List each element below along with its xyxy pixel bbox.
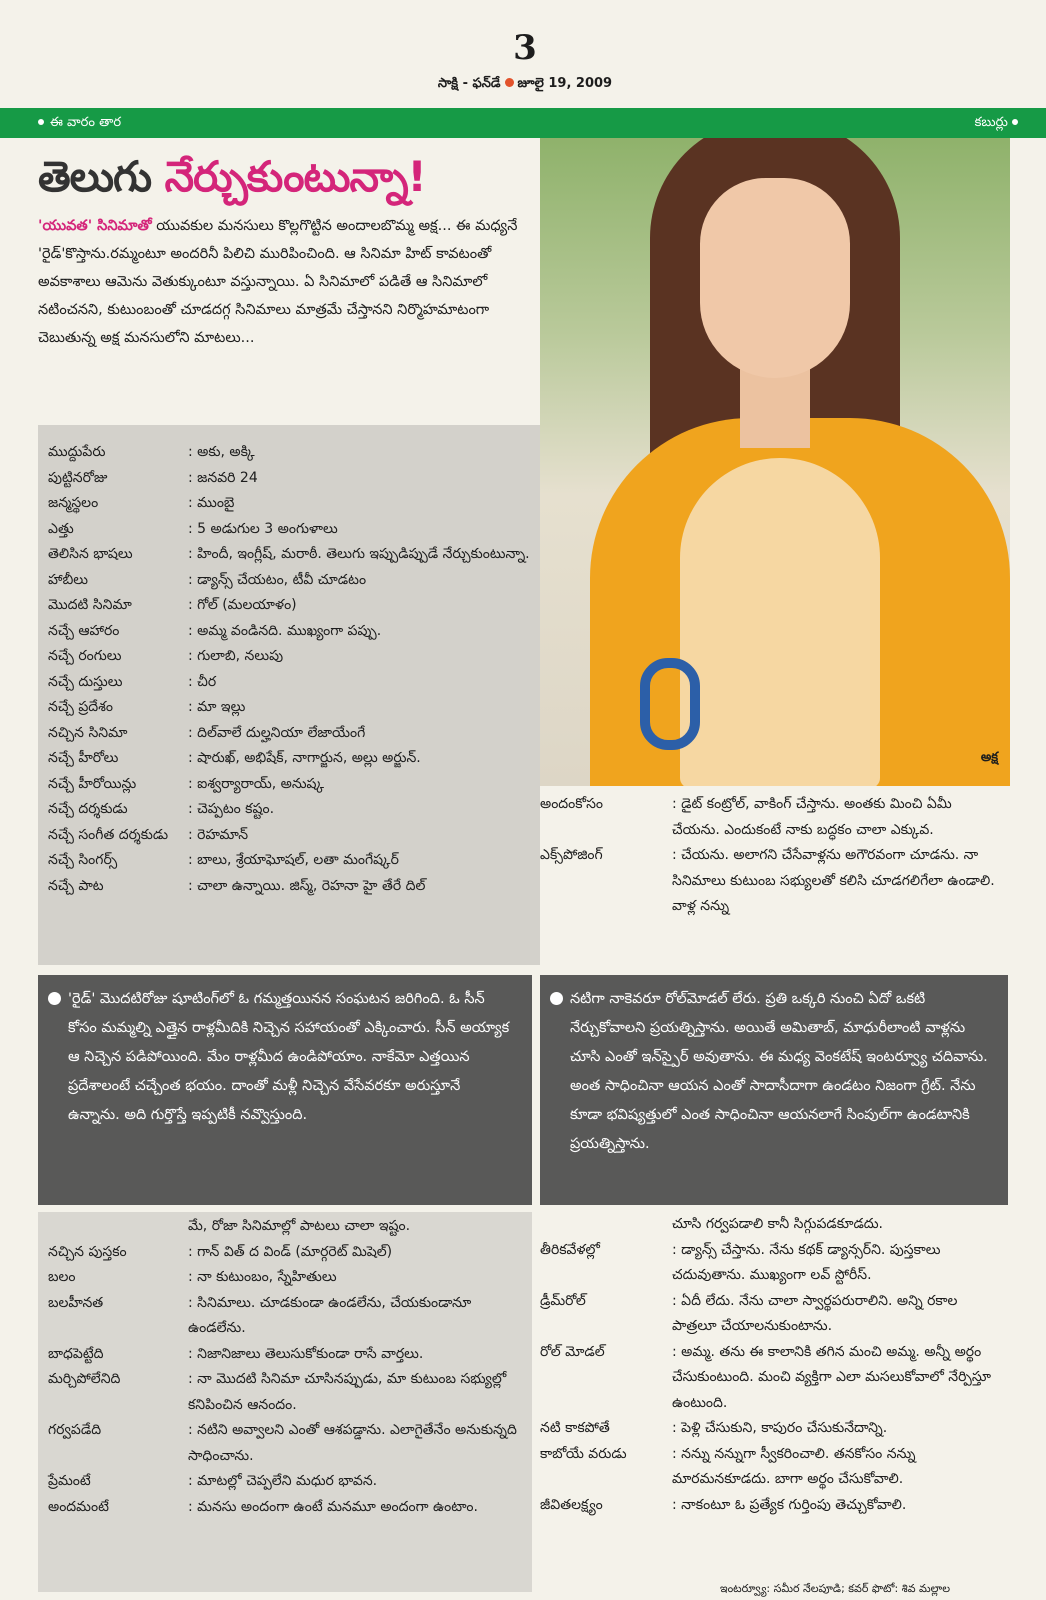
profile-row xyxy=(38,593,540,619)
qa-row xyxy=(540,1493,1008,1519)
qa-row-value: : నాకంటూ ఓ ప్రత్యేక గుర్తింపు తెచ్చుకోవాలి. xyxy=(672,1496,907,1513)
bottom-right-continuation: చూసి గర్వపడాలి కానీ సిగ్గుపడకూడదు. xyxy=(672,1216,883,1232)
qa-row-label: బలహీనత xyxy=(48,1294,104,1311)
photo-face xyxy=(700,178,850,378)
quote-bullet-icon xyxy=(550,992,563,1005)
dateline xyxy=(405,76,645,94)
bottom-right-list xyxy=(540,1238,1008,1519)
section-bar xyxy=(0,108,1046,138)
qa-row-label: ప్రేమంటే xyxy=(48,1473,91,1489)
photo-caption: అక్ష xyxy=(980,750,998,765)
qa-row xyxy=(38,1495,532,1521)
profile-row xyxy=(38,772,540,798)
profile-row xyxy=(38,721,540,747)
qa-row-label: బలం xyxy=(48,1269,76,1285)
profile-row xyxy=(38,440,540,466)
qa-row-label: అందమంటే xyxy=(48,1498,109,1515)
intro-paragraph xyxy=(38,212,518,352)
qa-row xyxy=(38,1240,532,1266)
profile-row-value: : అమ్మ వండినది. ముఖ్యంగా పప్పు. xyxy=(188,622,382,639)
profile-row xyxy=(38,670,540,696)
qa-row xyxy=(38,1367,532,1418)
qa-row-value: : డ్యాన్స్ చేస్తాను. నేను కథక్ డ్యాన్సర్‌ని. పుస్తకాలు చదువుతాను. ముఖ్యంగా లవ్ స్టోరీస్. xyxy=(672,1241,941,1283)
profile-row-value: : గోల్ (మలయాళం) xyxy=(188,597,297,613)
intro-text: యువకుల మనసులు కొల్లగొట్టిన అందాలబొమ్మ అక్ష... ఈ మధ్యనే 'రైడ్'కొస్తాను.రమ్మంటూ అందరినీ పిలిచి మురిపించింది. ఆ సినిమా హిట్ కావటంతో అవకాశాలు ఆమెను వెతుక్కుంటూ వస్తున్నాయి. ఏ సినిమాలో పడితే ఆ సినిమాలో నటించనని, కుటుంబంతో చూడదగ్గ సినిమాలు మాత్రమే చేస్తానని నిర్మొహమాటంగా చెబుతున్న అక్ష మనసులోని మాటలు... xyxy=(38,218,518,346)
qa-row-label: నచ్చిన పుస్తకం xyxy=(48,1243,127,1260)
qa-row-value: : సినిమాలు. చూడకుండా ఉండలేను, చేయకుండానూ ఉండలేను. xyxy=(188,1294,472,1336)
profile-row-label: పుట్టినరోజు xyxy=(48,469,108,486)
profile-row-label: జన్మస్థలం xyxy=(48,495,99,511)
portrait-photo xyxy=(540,138,1010,786)
profile-row xyxy=(38,466,540,492)
profile-row-label: నచ్చే సింగర్స్ xyxy=(48,852,118,868)
headline-part1: తెలుగు xyxy=(38,152,165,201)
profile-row xyxy=(38,542,540,568)
profile-row xyxy=(38,491,540,517)
profile-row-label: ముద్దుపేరు xyxy=(48,444,106,460)
profile-row-value: : హిందీ, ఇంగ్లీష్, మరాఠీ. తెలుగు ఇప్పుడిప్పుడే నేర్చుకుంటున్నా. xyxy=(188,546,530,562)
qa-row-label: జీవితలక్ష్యం xyxy=(540,1496,603,1513)
qa-row xyxy=(540,1289,1008,1340)
qa-row-label: తీరికవేళల్లో xyxy=(540,1241,600,1258)
bottom-left-box xyxy=(38,1212,532,1592)
quote-box-right xyxy=(540,975,1008,1205)
qa-row-label: అందంకోసం xyxy=(540,796,604,812)
profile-rows xyxy=(38,425,540,899)
profile-row xyxy=(38,619,540,645)
qa-row xyxy=(38,1265,532,1291)
qa-row-value: : డైట్ కంట్రోల్, వాకింగ్ చేస్తాను. అంతకు మించి ఏమీ చేయను. ఎందుకంటే నాకు బద్ధకం చాలా ఎక్కువ. xyxy=(672,796,952,838)
profile-row-value: : ఐశ్వర్యారాయ్, అనుష్క xyxy=(188,775,324,792)
qa-row-label: బాధపెట్టేది xyxy=(48,1345,104,1362)
profile-row-value: : ముంబై xyxy=(188,495,235,511)
profile-row xyxy=(38,823,540,849)
qa-row-value: : గాన్ విత్ ద విండ్ (మార్గరెట్ మిషెల్) xyxy=(188,1243,393,1260)
qa-row-value: : మనసు అందంగా ఉంటే మనమూ అందంగా ఉంటాం. xyxy=(188,1498,478,1515)
section-bar-left xyxy=(38,115,121,133)
profile-row-label: నచ్చే హీరోలు xyxy=(48,750,119,766)
qa-row xyxy=(540,1442,1008,1493)
quote-box-left xyxy=(38,975,532,1205)
profile-row-label: నచ్చే దుస్తులు xyxy=(48,673,123,690)
profile-row-value: : షారుఖ్, అభిషేక్, నాగార్జున, అల్లు అర్జున్. xyxy=(188,750,421,766)
profile-row-label: మొదటి సినిమా xyxy=(48,597,132,613)
profile-row-value: : చెప్పటం కష్టం. xyxy=(188,801,275,817)
bullet-icon xyxy=(38,119,44,125)
headline xyxy=(38,152,538,212)
profile-row xyxy=(38,746,540,772)
qa-row-label: కాబోయే వరుడు xyxy=(540,1445,627,1462)
page-number: 3 xyxy=(513,28,537,68)
qa-row-label: రోల్ మోడల్ xyxy=(540,1343,605,1360)
qa-row-label: నటి కాకపోతే xyxy=(540,1420,610,1436)
profile-row-value: : చాలా ఉన్నాయి. జిస్మ్, రెహనా హై తేరే దిల్ xyxy=(188,877,426,894)
qa-row-label: మర్చిపోలేనిది xyxy=(48,1371,121,1387)
qa-row xyxy=(540,1340,1008,1417)
section-bar-right xyxy=(975,115,1024,133)
profile-row-label: ఎత్తు xyxy=(48,520,74,537)
profile-row-value: : చీర xyxy=(188,673,217,690)
profile-row xyxy=(38,874,540,900)
quote-right-text: నటిగా నాకెవరూ రోల్‌మోడల్ లేరు. ప్రతి ఒక్కరి నుంచి ఏదో ఒకటి నేర్చుకోవాలని ప్రయత్నిస్తాను. అయితే అమితాబ్, మాధురీలాంటి వాళ్లను చూసి ఎంతో ఇన్‌స్పైర్ అవుతాను. ఈ మధ్య వెంకటేష్ ఇంటర్వ్యూ చదివాను. అంత సాధించినా ఆయన ఎంతో సాదాసీదాగా ఉండటం నిజంగా గ్రేట్. నేను కూడా భవిష్యత్తులో ఎంత సాధించినా ఆయనలాగే సింపుల్‌గా ఉండటానికి ప్రయత్నిస్తాను. xyxy=(570,991,988,1152)
qa-right-column xyxy=(540,792,1008,920)
profile-row-label: నచ్చే పాట xyxy=(48,877,104,894)
qa-row xyxy=(38,1342,532,1368)
intro-highlight: 'యువత' సినిమాతో xyxy=(38,218,152,234)
qa-row-label: ఎక్స్‌పోజింగ్ xyxy=(540,847,603,863)
qa-row-label: డ్రీమ్‌రోల్ xyxy=(540,1292,586,1309)
qa-row-value: : నన్ను నన్నుగా స్వీకరించాలి. తనకోసం నన్ను మారమనకూడదు. బాగా అర్థం చేసుకోవాలి. xyxy=(672,1445,916,1487)
profile-row xyxy=(38,797,540,823)
dateline-date: జూలై 19, 2009 xyxy=(517,76,613,91)
credit-line: ఇంటర్వ్యూ: సమీర నేలపూడి; కవర్ ఫొటో: శివ మల్లాల xyxy=(720,1582,950,1595)
qa-row xyxy=(540,1416,1008,1442)
qa-row xyxy=(540,1238,1008,1289)
profile-row-value: : జనవరి 24 xyxy=(188,469,258,486)
profile-row xyxy=(38,568,540,594)
section-bar-left-text: ఈ వారం తార xyxy=(50,115,122,130)
bottom-left-continuation: మే, రోజా సినిమాల్లో పాటలు చాలా ఇష్టం. xyxy=(188,1218,411,1234)
section-bar-right-text: కబుర్లు xyxy=(974,115,1008,130)
profile-row-label: నచ్చే దర్శకుడు xyxy=(48,801,128,817)
profile-row-value: : డ్యాన్స్ చేయటం, టీవీ చూడటం xyxy=(188,571,367,588)
profile-row-value: : 5 అడుగుల 3 అంగుళాలు xyxy=(188,520,338,537)
profile-row-value: : దిల్‌వాలే దుల్హనియా లేజాయేంగే xyxy=(188,724,366,741)
bottom-left-list xyxy=(38,1240,532,1521)
profile-row-label: నచ్చే రంగులు xyxy=(48,648,122,664)
photo-dress xyxy=(680,458,880,786)
dateline-dot-icon xyxy=(505,78,514,87)
qa-row xyxy=(540,792,1008,843)
qa-row-value: : అమ్మ. తను ఈ కాలానికి తగిన మంచి అమ్మ. అన్నీ అర్థం చేసుకుంటుంది. మంచి వ్యక్తిగా ఎలా మసలుకోవాలో నేర్పిస్తూ ఉంటుంది. xyxy=(672,1343,992,1411)
profile-row-label: తెలిసిన భాషలు xyxy=(48,546,133,562)
quote-left-text: 'రైడ్' మొదటిరోజు షూటింగ్‌లో ఓ గమ్మత్తయినన సంఘటన జరిగింది. ఓ సీన్ కోసం మమ్మల్ని ఎత్తైన రాళ్లమీదికి నిచ్చెన సహాయంతో ఎక్కించారు. సీన్ అయ్యాక ఆ నిచ్చెన పడిపోయింది. మేం రాళ్లమీద ఉండిపోయాం. నాకేమో ఎత్తయిన ప్రదేశాలంటే చచ్చేంత భయం. దాంతో మళ్లీ నిచ్చెన వేసేవరకూ అరుస్తూనే ఉన్నాను. అది గుర్తొస్తే ఇప్పటికీ నవ్వొస్తుంది. xyxy=(68,991,510,1123)
profile-row-value: : మా ఇల్లు xyxy=(188,699,246,715)
profile-row-label: నచ్చే ప్రదేశం xyxy=(48,699,113,715)
profile-row-value: : బాలు, శ్రేయాఘోషల్, లతా మంగేష్కర్ xyxy=(188,852,399,868)
profile-row-label: నచ్చే ఆహారం xyxy=(48,622,120,639)
profile-row-label: నచ్చే హీరోయిన్లు xyxy=(48,775,137,792)
qa-row-value: : చేయను. అలాగని చేసేవాళ్లను అగౌరవంగా చూడను. నా సినిమాలు కుటుంబ సభ్యులతో కలిసి చూడగలిగేలా ఉండాలి. వాళ్ల నన్ను xyxy=(672,847,995,914)
qa-row xyxy=(38,1469,532,1495)
bullet-icon xyxy=(1012,119,1018,125)
profile-row xyxy=(38,695,540,721)
qa-row xyxy=(38,1291,532,1342)
quote-bullet-icon xyxy=(48,992,61,1005)
profile-row-label: నచ్చే సంగీత దర్శకుడు xyxy=(48,826,169,843)
qa-row-value: : నిజానిజాలు తెలుసుకోకుండా రాసే వార్తలు. xyxy=(188,1345,424,1362)
qa-row-value: : నటిని అవ్వాలని ఎంతో ఆశపడ్డాను. ఎలాగైతేనేం అనుకున్నది సాధించాను. xyxy=(188,1422,517,1464)
qa-row xyxy=(38,1418,532,1469)
qa-row-value: : ఏదీ లేదు. నేను చాలా స్వార్థపరురాలిని. అన్ని రకాల పాత్రలూ చేయాలనుకుంటాను. xyxy=(672,1292,958,1334)
qa-row-value: : నా కుటుంబం, స్నేహితులు xyxy=(188,1269,337,1285)
profile-row-value: : గులాబి, నలుపు xyxy=(188,648,284,664)
qa-row-value: : పెళ్లి చేసుకుని, కాపురం చేసుకునేదాన్ని. xyxy=(672,1420,888,1436)
bottom-right-column xyxy=(540,1212,1008,1518)
profile-box xyxy=(38,425,540,965)
profile-row xyxy=(38,848,540,874)
profile-row xyxy=(38,644,540,670)
profile-row-label: నచ్చిన సినిమా xyxy=(48,724,128,741)
qa-row-value: : నా మొదటి సినిమా చూసినప్పుడు, మా కుటుంబ సభ్యుల్లో కనిపించిన ఆనందం. xyxy=(188,1371,507,1413)
qa-row xyxy=(540,843,1008,920)
profile-row-value: : రెహమాన్ xyxy=(188,826,249,843)
photo-bangle xyxy=(640,658,700,750)
profile-row xyxy=(38,517,540,543)
qa-row-label: గర్వపడేది xyxy=(48,1422,102,1438)
headline-part2: నేర్చుకుంటున్నా! xyxy=(164,152,426,201)
profile-row-label: హాబీలు xyxy=(48,571,89,588)
qa-row-value: : మాటల్లో చెప్పలేని మధుర భావన. xyxy=(188,1473,378,1489)
profile-row-value: : అకు, అక్కి xyxy=(188,444,255,460)
dateline-paper: సాక్షి - ఫన్‌డే xyxy=(437,76,501,91)
bottom-left-rows xyxy=(38,1212,532,1520)
